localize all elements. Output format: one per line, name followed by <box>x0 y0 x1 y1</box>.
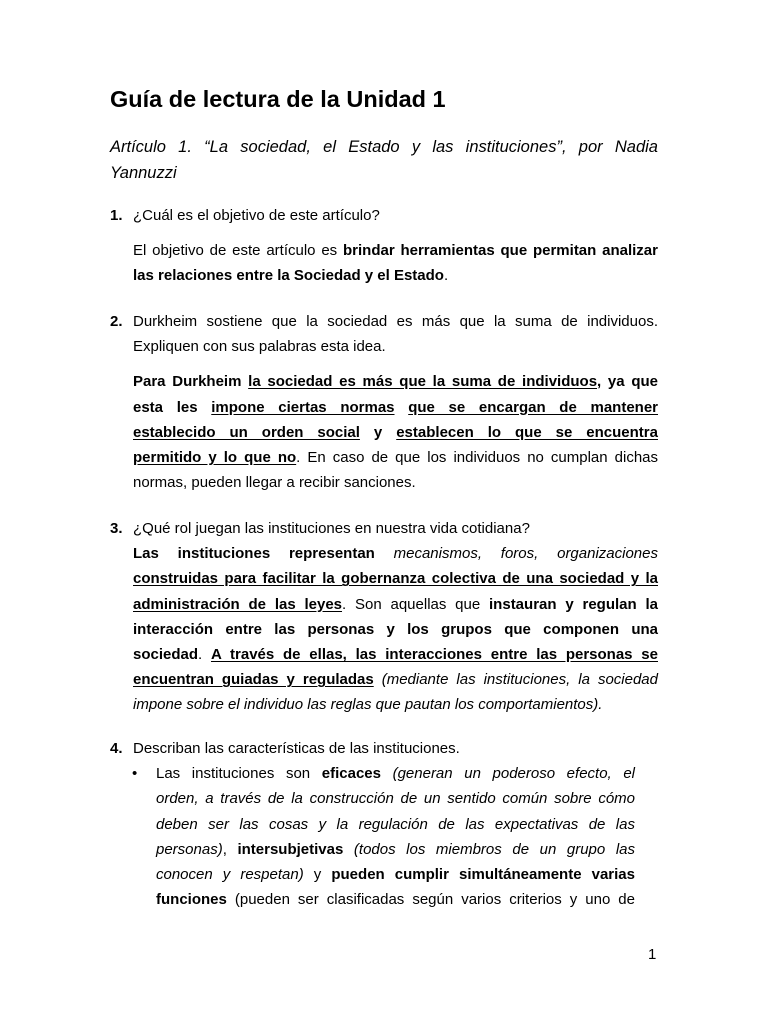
question-4 <box>110 736 658 912</box>
answer-underline: construidas para facilitar la gobernanza colectiva de una sociedad y la <box>133 570 658 588</box>
subtitle-line-2: Yannuzzi <box>110 164 177 182</box>
question-text: Describan las características de las instituciones. <box>133 740 460 757</box>
answer-underline: encuentran guiadas y reguladas <box>133 671 374 689</box>
answer-bold: Las instituciones representan <box>133 545 394 563</box>
answer-text: normas, pueden llegar a recibir sanciones. <box>133 474 416 492</box>
answer-text: . Son aquellas que <box>342 595 490 613</box>
answer-text: Las instituciones son <box>156 765 322 783</box>
list-item <box>132 761 635 912</box>
answer <box>133 369 658 495</box>
answer <box>133 541 658 717</box>
answer-bold: sociedad <box>133 646 199 664</box>
question-text: ¿Qué rol juegan las instituciones en nuestra vida cotidiana? <box>133 520 530 537</box>
answer-italic: conocen y respetan) <box>156 866 304 884</box>
answer-bold: instauran y regulan la <box>489 595 658 613</box>
answer-text: y <box>303 866 332 884</box>
article-subtitle <box>110 134 658 186</box>
answer-bold: intersubjetivas <box>237 840 344 858</box>
answer-bold: , ya que <box>597 373 658 391</box>
answer-text: . En caso de que los individuos no cumplan dichas <box>296 449 659 467</box>
question-text: Expliquen con sus palabras esta idea. <box>133 338 386 356</box>
answer-underline: que se encargan de mantener <box>408 398 659 416</box>
answer-bold: interacción entre las personas y los grupos que componen una <box>133 620 658 638</box>
answer-italic: deben ser las cosas y la regulación de las expectativas de las <box>156 815 635 833</box>
subtitle-line-1: Artículo 1. “La sociedad, el Estado y las instituciones”, por Nadia <box>110 138 658 156</box>
answer-italic: personas) <box>156 840 223 858</box>
answer-text: El objetivo de este artículo es <box>133 242 343 260</box>
answer-underline: administración de las leyes <box>133 595 343 613</box>
answer-italic: (generan un poderoso efecto, el <box>380 765 635 783</box>
answer-bold: pueden cumplir simultáneamente varias <box>331 866 635 884</box>
answer-underline: permitido y lo que no <box>133 449 297 467</box>
answer-italic: (todos los miembros de un grupo las <box>343 840 635 858</box>
question-text: ¿Cuál es el objetivo de este artículo? <box>133 207 380 224</box>
page-number: 1 <box>648 946 657 963</box>
answer-bold: brindar herramientas que permitan analizar <box>342 242 658 260</box>
answer-text: , <box>222 840 238 858</box>
answer-bold: esta les <box>133 398 212 416</box>
question-number: 4. <box>110 740 123 757</box>
answer-bold: las relaciones entre la Sociedad y el Estado <box>133 267 444 285</box>
answer-underline: A través de ellas, las interacciones entre las personas se <box>210 646 658 664</box>
answer-italic: impone sobre el individuo las reglas que pautan los comportamientos). <box>133 696 603 714</box>
answer-italic: orden, a través de la construcción de un sentido común sobre cómo <box>156 790 635 808</box>
question-number: 3. <box>110 520 123 537</box>
answer-underline: establecido un orden social <box>133 423 360 441</box>
answer-bold: eficaces <box>321 765 381 783</box>
answer-bold: funciones <box>156 891 227 909</box>
question-1 <box>110 203 658 289</box>
answer <box>133 238 658 288</box>
answer-text: . <box>443 267 449 285</box>
answer-text: (pueden ser clasificadas según varios criterios y uno de <box>226 891 635 909</box>
answer-underline: impone ciertas normas <box>211 398 395 416</box>
question-2 <box>110 309 658 495</box>
answer-underline: establecen lo que se encuentra <box>396 423 658 441</box>
bullet-icon: • <box>132 765 138 783</box>
answer-italic: mecanismos, foros, organizaciones <box>393 545 658 563</box>
answer-bold: Para Durkheim <box>133 373 249 391</box>
question-number: 1. <box>110 207 123 224</box>
page-title: Guía de lectura de la Unidad 1 <box>110 86 446 112</box>
answer-text: . <box>198 646 211 664</box>
answer-bold: y <box>359 423 397 441</box>
answer-underline: la sociedad es más que la suma de individuos <box>248 373 598 391</box>
question-3 <box>110 516 658 718</box>
question-text: Durkheim sostiene que la sociedad es más que la suma de individuos. <box>133 313 658 330</box>
question-number: 2. <box>110 313 123 330</box>
answer-italic: (mediante las instituciones, la sociedad <box>373 671 658 689</box>
